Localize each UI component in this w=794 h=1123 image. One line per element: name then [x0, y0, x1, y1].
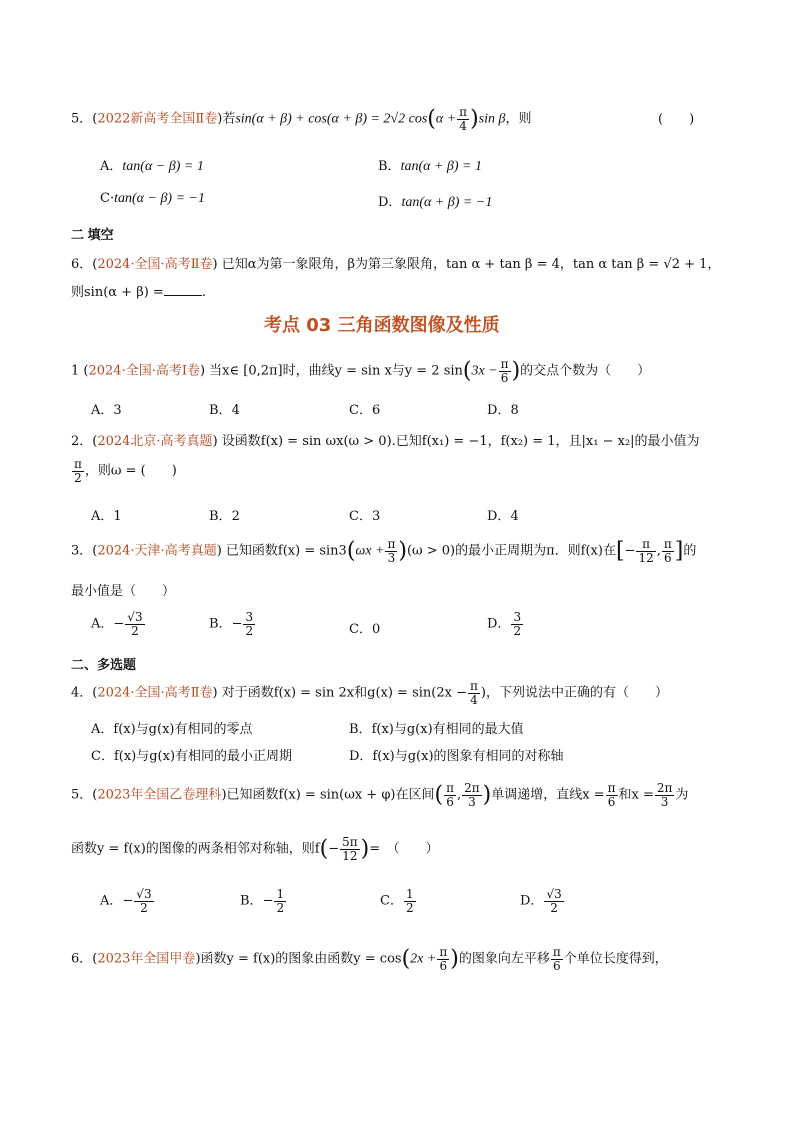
option-b[interactable]: B．2 — [209, 509, 240, 524]
fraction: $\frac{\pi}{6}$ — [446, 781, 454, 809]
option-b[interactable]: B．tan(α + β) = 1 — [378, 159, 482, 174]
section-heading-fill: 二 填空 — [71, 227, 114, 242]
question-tail: ，则 — [505, 111, 532, 127]
question-source: 2024·全国·高考Ⅱ卷 — [97, 257, 213, 272]
option-c[interactable]: C．f(x)与g(x)有相同的最小正周期 — [91, 749, 293, 764]
equation-part: sin β — [478, 111, 506, 127]
question-source: 2024北京·高考真题 — [97, 434, 213, 449]
question-source-tail: )若 — [217, 111, 236, 127]
option-b[interactable]: B．− $\frac{3}{2}$ — [209, 610, 254, 638]
option-c[interactable]: C．0 — [349, 622, 381, 637]
option-c[interactable]: C．3 — [349, 509, 381, 524]
equation-part: sin(α + β) + cos(α + β) = 2√2 cos — [235, 111, 428, 127]
question-source: 2022新高考全国Ⅱ卷 — [97, 111, 218, 127]
fraction: $\frac{\pi}{6}$ — [552, 945, 561, 973]
question-6-line2: 则sin(α + β) = . — [71, 285, 206, 300]
fraction: $\frac{\pi}{4}$ — [469, 679, 478, 707]
fraction: $\frac{\pi}{4}$ — [459, 105, 468, 133]
option-b[interactable]: B．4 — [209, 403, 240, 418]
question-3: 3．(2024·天津·高考真题) 已知函数f(x) = sin3(ωx + $\frac{\pi}{3}$ )(ω > 0)的最小正周期为π．则f(x)在[− $\frac{\pi}{12}$ , $\frac{\pi}{6}$ ]的 — [71, 537, 697, 565]
question-source: 2024·全国·高考Ⅰ卷 — [88, 363, 200, 379]
question-number: 5．( — [71, 111, 98, 127]
fraction: $\frac{\pi}{6}$ — [439, 945, 448, 973]
question-5: 5．(2023年全国乙卷理科)已知函数f(x) = sin(ωx + φ)在区间( $\frac{\pi}{6}$ , $\frac{2\pi}{3}$ )单调递增，直线x = $\frac{\pi}{6}$ 和x = $\frac{2\pi}{3}$ 为 — [71, 781, 689, 809]
option-a[interactable]: A．1 — [91, 509, 122, 524]
option-a[interactable]: A．f(x)与g(x)有相同的零点 — [91, 722, 253, 737]
option-b[interactable]: B．f(x)与g(x)有相同的最大值 — [349, 722, 524, 737]
question-source: 2024·天津·高考真题 — [97, 543, 217, 559]
question-4: 4．(2024·全国·高考Ⅱ卷) 对于函数f(x) = sin 2x和g(x) = sin(2x − $\frac{\pi}{4}$ )，下列说法中正确的有（ ） — [71, 679, 668, 707]
question-6: 6．(2023年全国甲卷)函数y = f(x)的图象由函数y = cos(2x + $\frac{\pi}{6}$ )的图象向左平移 $\frac{\pi}{6}$ 个单位长度得到， — [71, 945, 668, 973]
option-d[interactable]: D． $\frac{√3}{2}$ — [520, 887, 562, 915]
option-d[interactable]: D． $\frac{3}{2}$ — [487, 610, 522, 638]
option-d[interactable]: D．4 — [487, 509, 519, 524]
option-b[interactable]: B．− $\frac{1}{2}$ — [240, 887, 285, 915]
question-3-line2: 最小值是（ ） — [71, 584, 176, 599]
question-1: 1 (2024·全国·高考Ⅰ卷) 当x∈ [0,2π]时，曲线y = sin x与y = 2 sin(3x − $\frac{\pi}{6}$ )的交点个数为（ ） — [71, 357, 651, 385]
option-d[interactable]: D．tan(α + β) = −1 — [378, 195, 493, 210]
fraction: $\frac{5\pi}{12}$ — [342, 835, 358, 863]
question-source: 2023年全国乙卷理科 — [97, 787, 222, 803]
section-title: 考点 03 三角函数图像及性质 — [264, 315, 500, 336]
fraction: $\frac{\pi}{6}$ — [500, 357, 509, 385]
question-2: 2．(2024北京·高考真题) 设函数f(x) = sin ωx(ω > 0).已知f(x₁) = −1，f(x₂) = 1，且|x₁ − x₂|的最小值为 — [71, 434, 700, 449]
fraction: $\frac{\pi}{12}$ — [638, 537, 654, 565]
fraction: $\frac{2\pi}{3}$ — [656, 781, 673, 809]
section-heading-multi: 二、多选题 — [71, 657, 137, 672]
option-c[interactable]: C．6 — [349, 403, 381, 418]
option-d[interactable]: D．8 — [487, 403, 519, 418]
question-source: 2023年全国甲卷 — [97, 951, 196, 967]
question-5-top: 5．(2022新高考全国Ⅱ卷)若sin(α + β) + cos(α + β) = 2√2 cos(α + $\frac{\pi}{4}$ )sin β，则 — [71, 105, 532, 133]
answer-parens: ( ) — [658, 112, 695, 127]
option-a[interactable]: A．− $\frac{√3}{2}$ — [91, 610, 143, 638]
fraction: $\frac{2\pi}{3}$ — [464, 781, 480, 809]
option-a[interactable]: A．− $\frac{√3}{2}$ — [100, 887, 152, 915]
option-a[interactable]: A．3 — [91, 403, 122, 418]
fraction: $\frac{\pi}{2}$ — [74, 457, 82, 485]
fraction: $\frac{\pi}{6}$ — [663, 537, 672, 565]
question-6-top: 6．(2024·全国·高考Ⅱ卷) 已知α为第一象限角，β为第三象限角，tan α + tan β = 4，tan α tan β = √2 + 1， — [71, 257, 721, 272]
equation-part: α + — [435, 111, 457, 127]
fill-blank[interactable] — [164, 283, 202, 296]
question-source: 2024·全国·高考Ⅱ卷 — [97, 685, 213, 701]
question-2-line2: $\frac{\pi}{2}$ ，则ω = ( ) — [74, 457, 177, 485]
question-5-line2: 函数y = f(x)的图像的两条相邻对称轴，则f(− $\frac{5\pi}{12}$ )= （ ） — [71, 835, 439, 863]
option-c[interactable]: C． $\frac{1}{2}$ — [380, 887, 414, 915]
option-c[interactable]: C·tan(α − β) = −1 — [100, 191, 205, 206]
option-d[interactable]: D．f(x)与g(x)的图象有相同的对称轴 — [349, 749, 564, 764]
question-text: ) 已知α为第一象限角，β为第三象限角，tan α + tan β = 4，tan α tan β = √2 + 1， — [212, 257, 721, 272]
fraction: $\frac{\pi}{3}$ — [387, 537, 396, 565]
option-a[interactable]: A．tan(α − β) = 1 — [100, 159, 204, 174]
fraction: $\frac{\pi}{6}$ — [607, 781, 616, 809]
